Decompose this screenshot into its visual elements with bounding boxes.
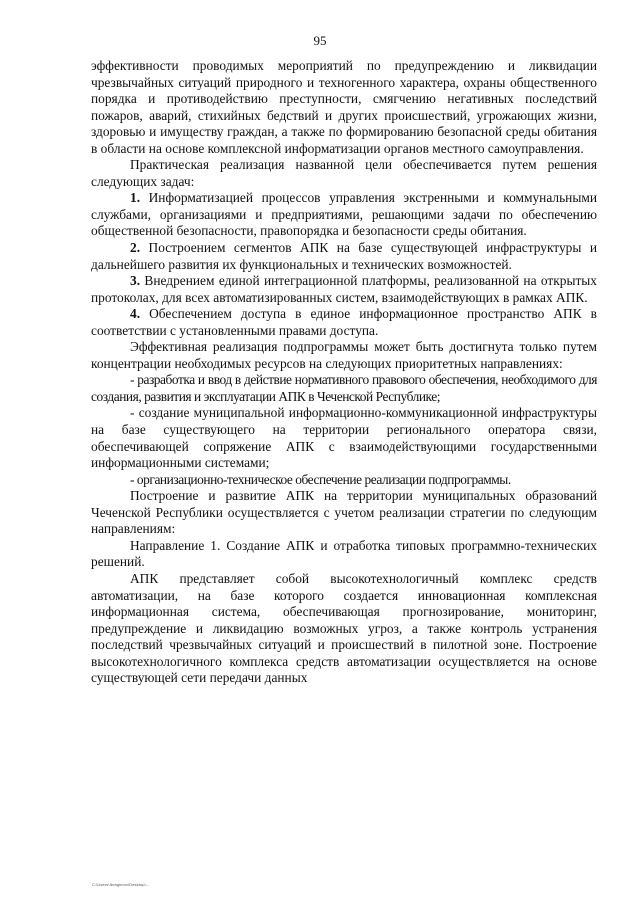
footer-file-path: C:\Users\Ibragimov\Desktop\... — [92, 882, 150, 887]
paragraph-task-2: 2. Построением сегментов АПК на базе существующей инфраструктуры и дальнейшего развития их функциональных и технических возможностей. — [91, 240, 597, 272]
paragraph-task-1: 1. Информатизацией процессов управления экстренными и коммунальными службами, организациями и предприятиями, решающими задачи по обеспечению общественной безопасности, правопорядка и безопасности среды обитания. — [91, 190, 597, 239]
paragraph-apk-description: АПК представляет собой высокотехнологичный комплекс средств автоматизации, на базе которого создается инновационная комплексная информационная система, обеспечивающая прогнозирование, мониторинг, предупреждение и ликвидацию возможных угроз, а также контроль устранения последствий чрезвычайных ситуаций и происшествий в пилотной зоне. Построение высокотехнологичного комплекса средств автоматизации осуществляется на основе существующей сети передачи данных — [91, 570, 597, 686]
list-item-organizational: - организационно-техническое обеспечение реализации подпрограммы. — [130, 471, 511, 487]
paragraph-intro: эффективности проводимых мероприятий по предупреждению и ликвидации чрезвычайных ситуаций природного и техногенного характера, охраны общественного порядка и противодействию преступности, смягчению негативных последствий пожаров, аварий, стихийных бедствий и других происшествий, угрожающих жизни, здоровью и имуществу граждан, а также по формированию безопасной среды обитания в области на основе комплексной информатизации органов местного самоуправления. — [91, 58, 597, 156]
list-item-infrastructure: - создание муниципальной информационно-коммуникационной инфраструктуры на базе существующего на территории регионального оператора связи, обеспечивающей сопряжение АПК с взаимодействующими государственными информационными системами; — [91, 405, 597, 471]
page-number: 95 — [313, 33, 327, 48]
paragraph-direction-1: Направление 1. Создание АПК и отработка типовых программно-технических решений. — [91, 537, 597, 570]
paragraph-construction: Построение и развитие АПК на территории муниципальных образований Чеченской Республики осуществляется с учетом реализации стратегии по следующим направлениям: — [91, 488, 597, 537]
paragraph-task-3: 3. Внедрением единой интеграционной платформы, реализованной на открытых протоколах, для всех автоматизированных систем, взаимодействующих в рамках АПК. — [91, 273, 597, 305]
task-number: 4. — [130, 306, 141, 322]
paragraph-effective: Эффективная реализация подпрограммы может быть достигнута только путем концентрации необходимых ресурсов на следующих приоритетных направлениях: — [91, 339, 597, 371]
task-number: 1. — [130, 190, 141, 206]
list-item-normative: - разработка и ввод в действие нормативного правового обеспечения, необходимого для создания, развития и эксплуатации АПК в Чеченской Республике; — [91, 372, 597, 404]
task-number: 3. — [130, 273, 141, 289]
document-body — [91, 58, 597, 687]
paragraph-task-4: 4. Обеспечением доступа в единое информационное пространство АПК в соответствии с установленными правами доступа. — [91, 306, 597, 338]
paragraph-goal: Практическая реализация названной цели обеспечивается путем решения следующих задач: — [91, 157, 597, 189]
task-number: 2. — [130, 240, 141, 256]
